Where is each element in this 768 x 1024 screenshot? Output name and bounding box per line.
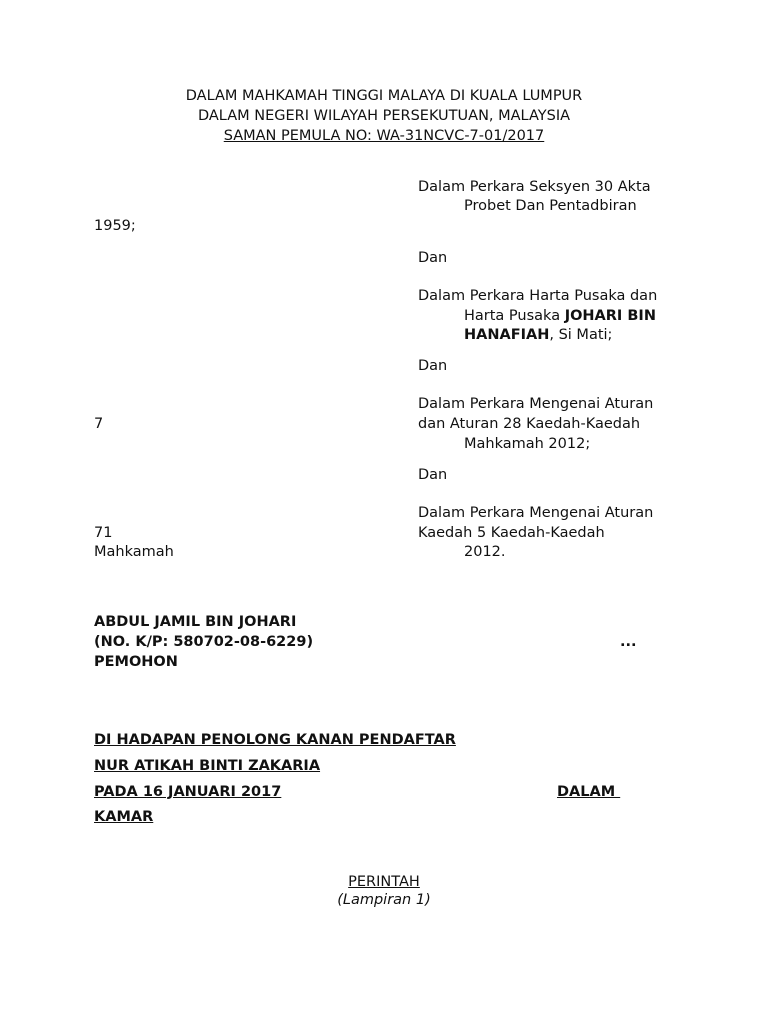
matter-4-left-1: 71 [94,525,113,541]
matter-2-line-2-plain: Harta Pusaka [464,308,565,324]
order-title: PERINTAH [348,874,420,890]
applicant-role: PEMOHON [94,654,178,670]
in-chambers-label: DALAM [557,784,621,800]
before-registrar: DI HADAPAN PENOLONG KANAN PENDAFTAR [94,732,456,748]
matter-1-line-2: Probet Dan Pentadbiran [464,198,637,214]
matter-2-line-3-plain: , Si Mati; [549,327,613,343]
matter-2-line-3 [464,325,612,345]
chambers-label: KAMAR [94,809,154,825]
court-title: DALAM MAHKAMAH TINGGI MALAYA DI KUALA LUMPUR [185,88,583,104]
matter-4-line-3: 2012. [464,544,506,560]
matter-3-left: 7 [94,416,104,432]
deceased-name-part-2: HANAFIAH [464,327,550,343]
court-state: DALAM NEGERI WILAYAH PERSEKUTUAN, MALAYSIA [197,108,571,124]
applicant-name: ABDUL JAMIL BIN JOHARI [94,614,297,630]
case-number-wrapper [0,126,768,146]
dan-2: Dan [418,358,448,374]
order-subtitle: (Lampiran 1) [337,892,431,908]
deceased-name-part-1: JOHARI BIN [564,308,656,324]
matter-4-line-2: Kaedah 5 Kaedah-Kaedah [418,525,605,541]
matter-3-line-3: Mahkamah 2012; [464,436,591,452]
matter-2-line-2 [464,306,656,326]
dan-3: Dan [418,467,448,483]
hearing-date: PADA 16 JANUARI 2017 [94,784,282,800]
applicant-dots: ... [620,634,637,650]
applicant-ic: (NO. K/P: 580702-08-6229) [94,634,314,650]
case-number: SAMAN PEMULA NO: WA-31NCVC-7-01/2017 [223,128,545,144]
order-title-wrapper [0,872,768,892]
matter-2-line-1: Dalam Perkara Harta Pusaka dan [418,288,658,304]
matter-1-line-1: Dalam Perkara Seksyen 30 Akta [418,179,651,195]
dan-1: Dan [418,250,448,266]
matter-1-left: 1959; [94,218,136,234]
matter-4-line-1: Dalam Perkara Mengenai Aturan [418,505,654,521]
registrar-name: NUR ATIKAH BINTI ZAKARIA [94,758,321,774]
matter-4-left-2: Mahkamah [94,544,174,560]
matter-3-line-1: Dalam Perkara Mengenai Aturan [418,396,654,412]
matter-3-line-2: dan Aturan 28 Kaedah-Kaedah [418,416,641,432]
